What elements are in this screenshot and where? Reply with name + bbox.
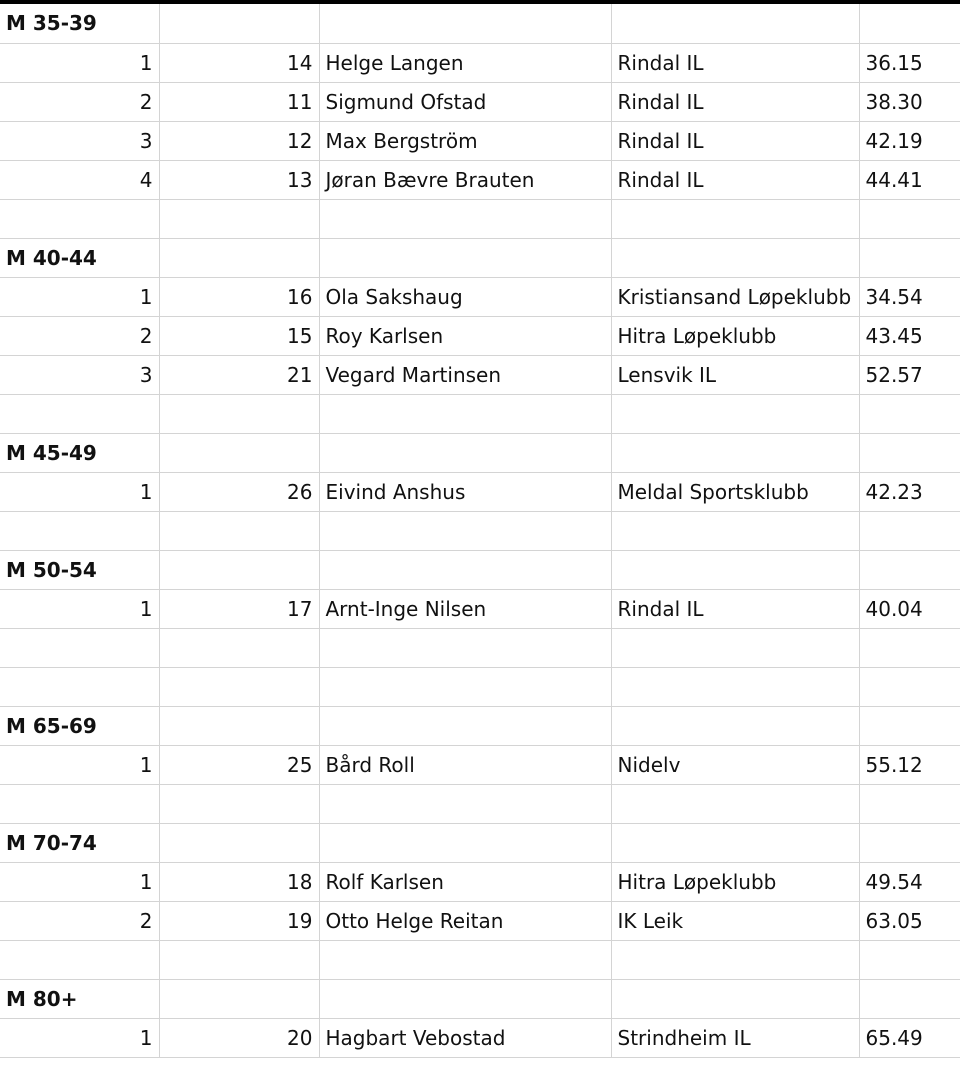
finish-time-cell[interactable]: 49.54 [859,862,960,901]
club-cell[interactable]: Rindal IL [611,121,859,160]
empty-cell[interactable] [319,628,611,667]
empty-cell[interactable] [859,550,960,589]
age-group-row [0,823,960,862]
empty-cell[interactable] [319,550,611,589]
place-cell[interactable]: 4 [0,160,159,199]
bib-number-cell[interactable]: 26 [159,472,319,511]
runner-name-cell[interactable]: Roy Karlsen [319,316,611,355]
bib-number-cell[interactable]: 14 [159,43,319,82]
finish-time-cell[interactable]: 40.04 [859,589,960,628]
club-cell[interactable]: Rindal IL [611,589,859,628]
result-row [0,277,960,316]
place-cell[interactable]: 2 [0,82,159,121]
runner-name-cell[interactable]: Arnt-Inge Nilsen [319,589,611,628]
finish-time-cell[interactable]: 36.15 [859,43,960,82]
empty-cell[interactable] [319,238,611,277]
result-row [0,745,960,784]
age-group-label[interactable]: M 45-49 [0,433,159,472]
bib-number-cell[interactable]: 12 [159,121,319,160]
place-cell[interactable]: 2 [0,316,159,355]
runner-name-cell[interactable]: Rolf Karlsen [319,862,611,901]
empty-cell[interactable] [159,940,319,979]
empty-cell[interactable] [0,784,159,823]
empty-cell[interactable] [859,511,960,550]
age-group-row [0,4,960,43]
empty-cell[interactable] [611,550,859,589]
runner-name-cell[interactable]: Max Bergström [319,121,611,160]
result-row [0,43,960,82]
empty-cell[interactable] [859,979,960,1018]
runner-name-cell[interactable]: Hagbart Vebostad [319,1018,611,1057]
results-sheet [0,4,960,1058]
empty-cell[interactable] [611,199,859,238]
empty-cell[interactable] [859,706,960,745]
club-cell[interactable]: Hitra Løpeklubb [611,862,859,901]
place-cell[interactable]: 1 [0,1018,159,1057]
empty-cell[interactable] [159,784,319,823]
bib-number-cell[interactable]: 19 [159,901,319,940]
age-group-label[interactable]: M 35-39 [0,4,159,43]
empty-cell[interactable] [0,511,159,550]
bib-number-cell[interactable]: 18 [159,862,319,901]
empty-cell[interactable] [859,394,960,433]
result-row [0,82,960,121]
empty-cell[interactable] [159,4,319,43]
age-group-label[interactable]: M 80+ [0,979,159,1018]
empty-cell[interactable] [611,4,859,43]
empty-cell[interactable] [859,823,960,862]
finish-time-cell[interactable]: 63.05 [859,901,960,940]
place-cell[interactable]: 1 [0,277,159,316]
empty-cell[interactable] [159,628,319,667]
bib-number-cell[interactable]: 25 [159,745,319,784]
club-cell[interactable]: Rindal IL [611,160,859,199]
finish-time-cell[interactable]: 65.49 [859,1018,960,1057]
bib-number-cell[interactable]: 20 [159,1018,319,1057]
result-row [0,472,960,511]
empty-cell[interactable] [0,628,159,667]
empty-cell[interactable] [319,433,611,472]
age-group-row [0,979,960,1018]
empty-cell[interactable] [159,550,319,589]
age-group-row [0,550,960,589]
finish-time-cell[interactable]: 42.19 [859,121,960,160]
bib-number-cell[interactable]: 16 [159,277,319,316]
bib-number-cell[interactable]: 15 [159,316,319,355]
result-row [0,160,960,199]
age-group-row [0,433,960,472]
empty-cell[interactable] [611,238,859,277]
age-group-row [0,238,960,277]
empty-cell[interactable] [859,667,960,706]
age-group-label[interactable]: M 70-74 [0,823,159,862]
empty-row [0,394,960,433]
place-cell[interactable]: 1 [0,589,159,628]
empty-row [0,940,960,979]
age-group-label[interactable]: M 50-54 [0,550,159,589]
bib-number-cell[interactable]: 21 [159,355,319,394]
runner-name-cell[interactable]: Vegard Martinsen [319,355,611,394]
empty-cell[interactable] [159,979,319,1018]
empty-row [0,199,960,238]
finish-time-cell[interactable]: 34.54 [859,277,960,316]
empty-cell[interactable] [859,628,960,667]
empty-cell[interactable] [319,394,611,433]
runner-name-cell[interactable]: Ola Sakshaug [319,277,611,316]
finish-time-cell[interactable]: 43.45 [859,316,960,355]
place-cell[interactable]: 2 [0,901,159,940]
bib-number-cell[interactable]: 11 [159,82,319,121]
club-cell[interactable]: Nidelv [611,745,859,784]
runner-name-cell[interactable]: Otto Helge Reitan [319,901,611,940]
empty-cell[interactable] [159,433,319,472]
finish-time-cell[interactable]: 55.12 [859,745,960,784]
empty-row [0,784,960,823]
place-cell[interactable]: 3 [0,355,159,394]
runner-name-cell[interactable]: Eivind Anshus [319,472,611,511]
empty-cell[interactable] [319,823,611,862]
empty-row [0,667,960,706]
club-cell[interactable]: Meldal Sportsklubb [611,472,859,511]
result-row [0,1018,960,1057]
results-table-body [0,4,960,1057]
empty-cell[interactable] [319,4,611,43]
place-cell[interactable]: 3 [0,121,159,160]
result-row [0,589,960,628]
result-row [0,901,960,940]
empty-cell[interactable] [0,667,159,706]
empty-cell[interactable] [319,940,611,979]
empty-cell[interactable] [319,979,611,1018]
empty-cell[interactable] [159,511,319,550]
empty-cell[interactable] [611,940,859,979]
club-cell[interactable]: Rindal IL [611,43,859,82]
empty-cell[interactable] [611,979,859,1018]
bib-number-cell[interactable]: 17 [159,589,319,628]
empty-row [0,628,960,667]
finish-time-cell[interactable]: 52.57 [859,355,960,394]
empty-cell[interactable] [0,394,159,433]
place-cell[interactable]: 1 [0,745,159,784]
bib-number-cell[interactable]: 13 [159,160,319,199]
club-cell[interactable]: Hitra Løpeklubb [611,316,859,355]
empty-cell[interactable] [859,4,960,43]
empty-cell[interactable] [0,940,159,979]
empty-cell[interactable] [319,199,611,238]
empty-cell[interactable] [0,199,159,238]
finish-time-cell[interactable]: 44.41 [859,160,960,199]
runner-name-cell[interactable]: Jøran Bævre Brauten [319,160,611,199]
empty-row [0,511,960,550]
club-cell[interactable]: Kristiansand Løpeklubb [611,277,859,316]
empty-cell[interactable] [319,784,611,823]
place-cell[interactable]: 1 [0,43,159,82]
empty-cell[interactable] [859,784,960,823]
finish-time-cell[interactable]: 42.23 [859,472,960,511]
result-row [0,316,960,355]
empty-cell[interactable] [859,940,960,979]
result-row [0,121,960,160]
place-cell[interactable]: 1 [0,862,159,901]
empty-cell[interactable] [859,199,960,238]
result-row [0,862,960,901]
empty-cell[interactable] [319,667,611,706]
empty-cell[interactable] [159,706,319,745]
club-cell[interactable]: Lensvik IL [611,355,859,394]
empty-cell[interactable] [611,667,859,706]
runner-name-cell[interactable]: Sigmund Ofstad [319,82,611,121]
age-group-label[interactable]: M 65-69 [0,706,159,745]
age-group-row [0,706,960,745]
result-row [0,355,960,394]
age-group-label[interactable]: M 40-44 [0,238,159,277]
empty-cell[interactable] [859,238,960,277]
empty-cell[interactable] [611,823,859,862]
empty-cell[interactable] [611,706,859,745]
runner-name-cell[interactable]: Bård Roll [319,745,611,784]
empty-cell[interactable] [319,706,611,745]
empty-cell[interactable] [159,667,319,706]
empty-cell[interactable] [159,199,319,238]
empty-cell[interactable] [159,238,319,277]
empty-cell[interactable] [611,394,859,433]
runner-name-cell[interactable]: Helge Langen [319,43,611,82]
club-cell[interactable]: Strindheim IL [611,1018,859,1057]
finish-time-cell[interactable]: 38.30 [859,82,960,121]
empty-cell[interactable] [319,511,611,550]
empty-cell[interactable] [611,511,859,550]
club-cell[interactable]: IK Leik [611,901,859,940]
empty-cell[interactable] [611,433,859,472]
empty-cell[interactable] [859,433,960,472]
club-cell[interactable]: Rindal IL [611,82,859,121]
place-cell[interactable]: 1 [0,472,159,511]
empty-cell[interactable] [159,394,319,433]
empty-cell[interactable] [611,628,859,667]
empty-cell[interactable] [611,784,859,823]
empty-cell[interactable] [159,823,319,862]
